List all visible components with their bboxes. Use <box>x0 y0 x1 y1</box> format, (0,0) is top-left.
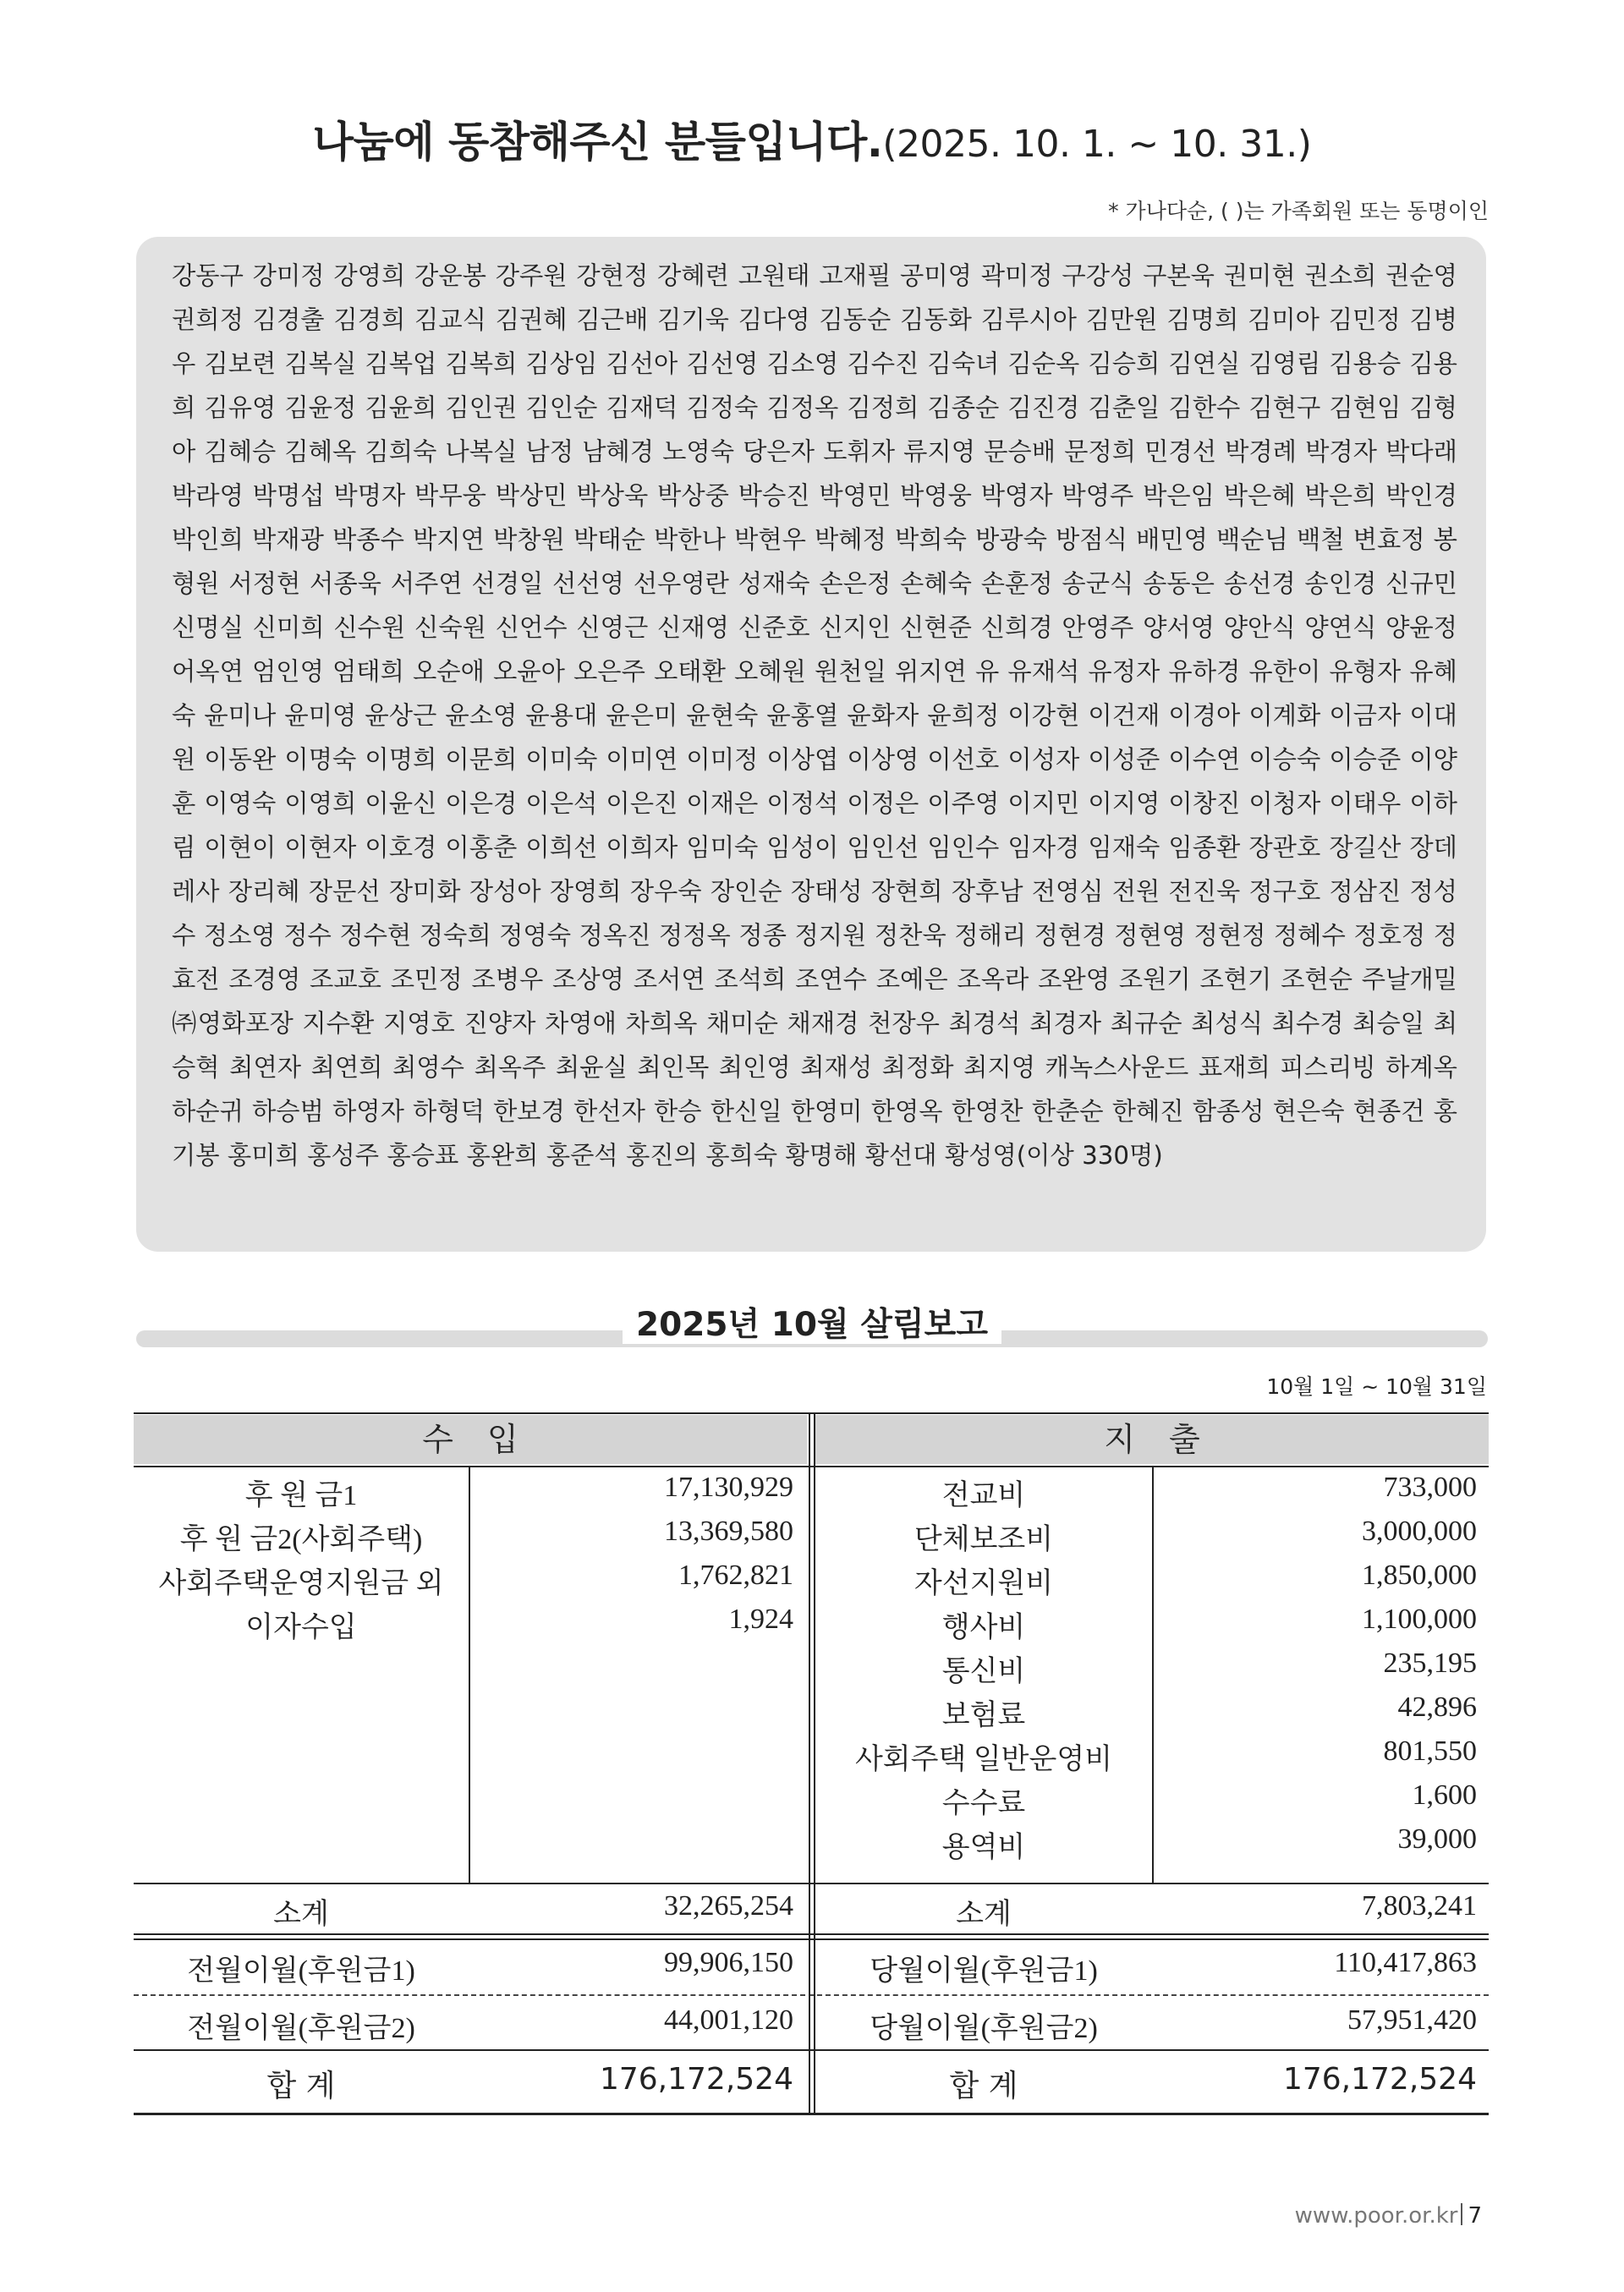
expense-total-label: 합 계 <box>949 2069 1018 2103</box>
subtotal-border-1 <box>134 1933 1489 1935</box>
carry-in-amount: 44,001,120 <box>664 2004 793 2036</box>
carry-in-amount: 99,906,150 <box>664 1947 793 1978</box>
report-title-text: 2025년 10월 살림보고 <box>623 1306 1001 1344</box>
ledger-table <box>134 1412 1489 2116</box>
carry-in-label: 전월이월(후원금2) <box>187 2013 415 2044</box>
table-top-border <box>134 1412 1489 1414</box>
expense-item-name: 보험료 <box>941 1700 1026 1731</box>
expense-item-name: 용역비 <box>941 1832 1026 1863</box>
carry-out-label: 당월이월(후원금1) <box>870 1955 1098 1987</box>
page-footer <box>1295 2203 1482 2229</box>
income-header: 수입 <box>134 1415 807 1464</box>
income-subtotal-amount: 32,265,254 <box>664 1890 793 1922</box>
total-top-border <box>134 2049 1489 2051</box>
income-total-amount: 176,172,524 <box>599 2062 793 2097</box>
expense-total-amount: 176,172,524 <box>1282 2062 1477 2097</box>
income-item-name: 이자수입 <box>245 1612 357 1643</box>
expense-item-amount: 42,896 <box>1397 1692 1477 1723</box>
footer-separator <box>1461 2203 1462 2225</box>
expense-item-amount: 733,000 <box>1383 1472 1477 1503</box>
expense-item-amount: 3,000,000 <box>1362 1516 1477 1547</box>
carry-out-label: 당월이월(후원금2) <box>870 2013 1098 2044</box>
title-text: 나눔에 동참해주신 분들입니다. <box>312 118 883 167</box>
carry-out-amount: 57,951,420 <box>1347 2004 1477 2036</box>
expense-item-name: 단체보조비 <box>914 1524 1054 1555</box>
expense-item-amount: 235,195 <box>1383 1648 1477 1679</box>
expense-subtotal-amount: 7,803,241 <box>1362 1890 1477 1922</box>
expense-item-amount: 1,850,000 <box>1362 1560 1477 1591</box>
expense-item-amount: 1,100,000 <box>1362 1604 1477 1635</box>
header-bottom-border <box>134 1466 1489 1467</box>
donor-list-box <box>136 237 1486 1252</box>
items-bottom-border <box>134 1883 1489 1884</box>
expense-item-name: 자선지원비 <box>914 1568 1054 1599</box>
carry-in-label: 전월이월(후원금1) <box>187 1955 415 1987</box>
income-item-name: 사회주택운영지원금 외 <box>158 1568 444 1599</box>
expense-item-name: 행사비 <box>941 1612 1026 1643</box>
expense-item-name: 통신비 <box>941 1656 1026 1687</box>
expense-item-name: 수수료 <box>941 1788 1026 1819</box>
income-item-amount: 13,369,580 <box>664 1516 793 1547</box>
expense-item-name: 전교비 <box>941 1480 1026 1511</box>
page-number: 7 <box>1468 2203 1482 2229</box>
income-item-amount: 17,130,929 <box>664 1472 793 1503</box>
title-date-range: (2025. 10. 1. ~ 10. 31.) <box>882 123 1312 166</box>
footer-site: www.poor.or.kr <box>1294 2203 1458 2229</box>
income-item-name: 후 원 금1 <box>244 1480 358 1511</box>
income-item-amount: 1,924 <box>728 1604 793 1635</box>
income-subtotal-label: 소계 <box>273 1899 329 1930</box>
report-title <box>0 1298 1624 1346</box>
income-item-amount: 1,762,821 <box>678 1560 793 1591</box>
expense-item-amount: 1,600 <box>1412 1779 1477 1811</box>
report-period: 10월 1일 ~ 10월 31일 <box>1266 1374 1487 1399</box>
expense-item-amount: 39,000 <box>1397 1823 1477 1855</box>
sort-note: * 가나다순, ( )는 가족회원 또는 동명이인 <box>1108 199 1489 223</box>
page-title <box>0 108 1624 169</box>
table-bottom-border <box>134 2113 1489 2115</box>
income-item-name: 후 원 금2(사회주택) <box>179 1524 423 1555</box>
subtotal-border-2 <box>134 1938 1489 1940</box>
income-col-divider <box>469 1466 470 1883</box>
income-total-label: 합 계 <box>266 2069 336 2103</box>
carry-dashed-divider <box>134 1994 1489 1996</box>
expense-col-divider <box>1152 1466 1154 1883</box>
expense-item-amount: 801,550 <box>1383 1735 1477 1767</box>
center-divider-a <box>809 1412 810 2114</box>
expense-item-name: 사회주택 일반운영비 <box>854 1744 1113 1775</box>
carry-out-amount: 110,417,863 <box>1334 1947 1477 1978</box>
expense-header: 지출 <box>815 1415 1489 1464</box>
expense-subtotal-label: 소계 <box>956 1899 1012 1930</box>
donor-list-text: 강동구 강미정 강영희 강운봉 강주원 강현정 강혜련 고원태 고재필 공미영 곽미정 구강성 구본욱 권미현 권소희 권순영 권희정 김경출 김경희 김교식 김권혜 김근배 김기욱 김다영 김동순 김동화 김루시아 김만원 김명희 김미아 김민정 김병우 김보련 김복실 김복업 김복희 김상임 김선아 김선영 김소영 김수진 김숙녀 김순옥 김승희 김연실 김영림 김용승 김용희 김유영 김윤정 김윤희 김인권 김인순 김재덕 김정숙 김정옥 김정희 김종순 김진경 김춘일 김한수 김현구 김현임 김형아 김혜승 김혜옥 김희숙 나복실 남정 남혜경 노영숙 당은자 도휘자 류지영 문승배 문정희 민경선 박경례 박경자 박다래 박라영 박명섭 박명자 박무웅 박상민 박상욱 박상중 박승진 박영민 박영웅 박영자 박영주 박은임 박은혜 박은희 박인경 박인희 박재광 박종수 박지연 박창원 박태순 박한나 박현우 박혜정 박희숙 방광숙 방점식 배민영 백순님 백철 변효정 봉형원 서정현 서종욱 서주연 선경일 선선영 선우영란 성재숙 손은정 손혜숙 손훈정 송군식 송동은 송선경 송인경 신규민 신명실 신미희 신수원 신숙원 신언수 신영근 신재영 신준호 신지인 신현준 신희경 안영주 양서영 양안식 양연식 양윤정 어옥연 엄인영 엄태희 오순애 오윤아 오은주 오태환 오혜원 원천일 위지연 유 유재석 유정자 유하경 유한이 유형자 유혜숙 윤미나 윤미영 윤상근 윤소영 윤용대 윤은미 윤현숙 윤홍열 윤화자 윤희정 이강현 이건재 이경아 이계화 이금자 이대원 이동완 이명숙 이명희 이문희 이미숙 이미연 이미정 이상엽 이상영 이선호 이성자 이성준 이수연 이승숙 이승준 이양훈 이영숙 이영희 이윤신 이은경 이은석 이은진 이재은 이정석 이정은 이주영 이지민 이지영 이창진 이청자 이태우 이하림 이현이 이현자 이호경 이홍춘 이희선 이희자 임미숙 임성이 임인선 임인수 임자경 임재숙 임종환 장관호 장길산 장데레사 장리혜 장문선 장미화 장성아 장영희 장우숙 장인순 장태성 장현희 장후남 전영심 전원 전진욱 정구호 정삼진 정성수 정소영 정수 정수현 정숙희 정영숙 정옥진 정정옥 정종 정지원 정찬욱 정해리 정현경 정현영 정현정 정혜수 정호정 정효전 조경영 조교호 조민정 조병우 조상영 조서연 조석희 조연수 조예은 조옥라 조완영 조원기 조현기 조현순 주날개밀 ㈜영화포장 지수환 지영호 진양자 차영애 차희옥 채미순 채재경 천장우 최경석 최경자 최규순 최성식 최수경 최승일 최승혁 최연자 최연희 최영수 최옥주 최윤실 최인목 최인영 최재성 최정화 최지영 캐녹스사운드 표재희 피스리빙 하계옥 하순귀 하승범 하영자 하형덕 한보경 한선자 한승 한신일 한영미 한영옥 한영찬 한춘순 한혜진 함종성 현은숙 현종건 홍기봉 홍미희 홍성주 홍승표 홍완희 홍준석 홍진의 홍희숙 황명해 황선대 황성영(이상 330명) <box>172 261 1457 1170</box>
